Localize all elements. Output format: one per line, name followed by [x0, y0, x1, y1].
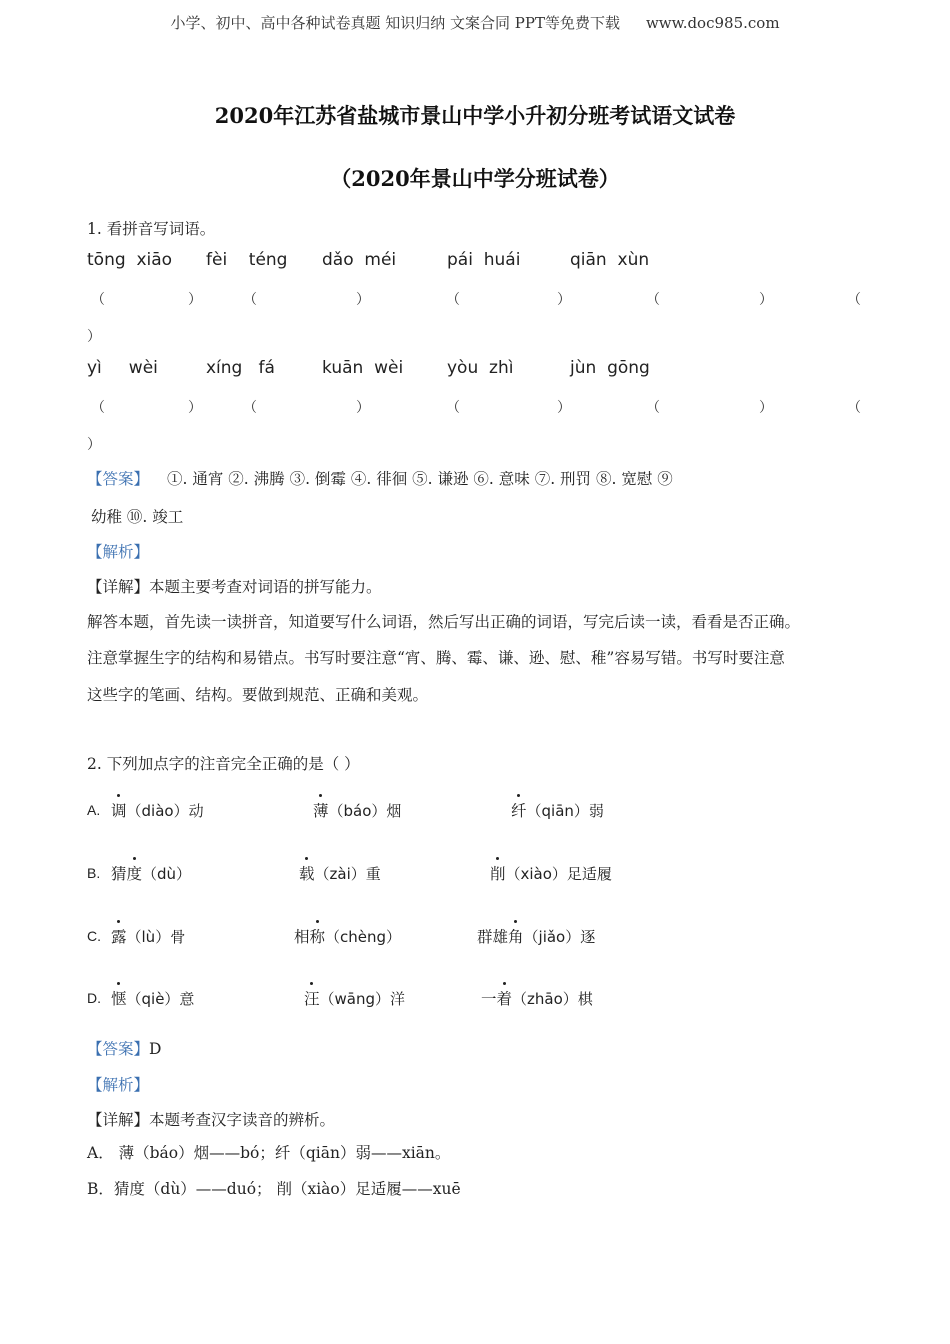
item-pinyin-suffix: （zài）重 — [314, 865, 381, 883]
blank-close-paren: ） — [87, 329, 101, 345]
item-pinyin-suffix: （qiān）弱 — [526, 802, 604, 820]
item-pinyin-suffix: （chèng） — [325, 928, 402, 946]
q1-detail-text: 本题主要考查对词语的拼写能力。 — [149, 578, 382, 596]
detail-tag: 【详解】 — [87, 1111, 150, 1129]
q1-para-1: 解答本题，首先读一读拼音，知道要写什么词语，然后写出正确的词语，写完后读一读，看看是否正确。 — [87, 613, 801, 631]
q2-option-item — [511, 799, 604, 821]
q1-pinyin: pái huái — [447, 250, 521, 270]
q1-answer-line-1: ①. 通宵 ②. 沸腾 ③. 倒霉 ④. 徘徊 ⑤. 谦逊 ⑥. 意味 ⑦. 刑罚 ⑧. 宽慰 ⑨ — [167, 470, 673, 488]
exam-subtitle: （2020年景山中学分班试卷） — [330, 166, 620, 191]
blank-open-paren: （ — [243, 400, 257, 416]
q2-option-item — [490, 862, 612, 884]
q2-answer-value: D — [149, 1040, 162, 1058]
q1-para-3: 这些字的笔画、结构。要做到规范、正确和美观。 — [87, 686, 429, 704]
q1-pinyin: yòu zhì — [447, 358, 514, 378]
q2-detail — [87, 1108, 335, 1130]
item-pinyin-suffix: （báo）烟 — [328, 802, 402, 820]
q2-analysis-line-a: A． 薄（báo）烟——bó；纤（qiān）弱——xiān。 — [87, 1144, 451, 1162]
item-pinyin-suffix: （zhāo）棋 — [512, 990, 593, 1008]
blank-open-paren: （ — [91, 292, 105, 308]
dotted-char: 调 — [111, 799, 127, 821]
blank-close-paren: ） — [188, 400, 202, 416]
q2-option-label: C. — [87, 928, 101, 944]
header-site-link[interactable]: www.doc985.com — [645, 14, 780, 32]
item-pinyin-suffix: （xiào）足适履 — [505, 865, 612, 883]
q2-stem: 2. 下列加点字的注音完全正确的是（ ） — [87, 755, 360, 773]
dotted-char: 角 — [508, 925, 524, 947]
blank-close-paren: ） — [759, 400, 773, 416]
item-pinyin-suffix: （dù） — [142, 865, 192, 883]
q1-pinyin: qiān xùn — [570, 250, 650, 270]
item-pinyin-suffix: （wāng）洋 — [319, 990, 406, 1008]
q2-option-item — [294, 925, 401, 947]
blank-close-paren: ） — [557, 292, 571, 308]
answer-tag: 【答案】 — [87, 1040, 150, 1058]
q1-pinyin: tōng xiāo — [87, 250, 173, 270]
q1-answer-line-2: 幼稚 ⑩. 竣工 — [91, 508, 184, 526]
q2-option-label: D. — [87, 990, 101, 1006]
dotted-char: 汪 — [304, 987, 320, 1009]
q2-option-item — [313, 799, 401, 821]
q2-option-item — [304, 987, 405, 1009]
q2-detail-text: 本题考查汉字读音的辨析。 — [149, 1111, 336, 1129]
q2-answer — [87, 1037, 161, 1059]
blank-open-paren: （ — [847, 292, 861, 308]
blank-close-paren: ） — [557, 400, 571, 416]
q1-detail — [87, 575, 382, 597]
blank-close-paren: ） — [356, 292, 370, 308]
q2-option-item — [299, 862, 381, 884]
exam-title: 2020年江苏省盐城市景山中学小升初分班考试语文试卷 — [214, 103, 736, 128]
detail-tag: 【详解】 — [87, 578, 150, 596]
dotted-char: 薄 — [313, 799, 329, 821]
q2-option-item — [477, 925, 595, 947]
blank-close-paren: ） — [759, 292, 773, 308]
q1-pinyin: xíng fá — [206, 358, 275, 378]
dotted-char: 削 — [490, 862, 506, 884]
blank-open-paren: （ — [91, 400, 105, 416]
blank-close-paren: ） — [356, 400, 370, 416]
dotted-char: 称 — [310, 925, 326, 947]
q2-analysis-line-b: B．猜度（dù）——duó； 削（xiào）足适履——xuē — [87, 1180, 461, 1198]
blank-open-paren: （ — [847, 400, 861, 416]
q2-option-label: B. — [87, 865, 101, 881]
dotted-char: 着 — [497, 987, 513, 1009]
q1-pinyin: yì wèi — [87, 358, 158, 378]
dotted-char: 纤 — [511, 799, 527, 821]
page-header — [0, 12, 950, 33]
q1-pinyin: kuān wèi — [322, 358, 404, 378]
q1-para-2: 注意掌握生字的结构和易错点。书写时要注意“宵、腾、霉、谦、逊、慰、稚”容易写错。书写时要注意 — [87, 649, 785, 667]
item-pinyin-suffix: （qiè）意 — [126, 990, 195, 1008]
q2-option-item — [111, 987, 194, 1009]
blank-open-paren: （ — [646, 400, 660, 416]
item-pinyin-suffix: （diào）动 — [126, 802, 204, 820]
dotted-char: 惬 — [111, 987, 127, 1009]
blank-close-paren: ） — [188, 292, 202, 308]
item-pinyin-suffix: （lù）骨 — [126, 928, 186, 946]
blank-open-paren: （ — [446, 400, 460, 416]
dotted-char: 载 — [299, 862, 315, 884]
blank-open-paren: （ — [243, 292, 257, 308]
item-prefix: 相 — [294, 928, 310, 946]
q2-option-label: A. — [87, 802, 101, 818]
q1-analysis-tag: 【解析】 — [87, 543, 150, 561]
q2-option-item — [481, 987, 593, 1009]
item-prefix: 一 — [481, 990, 497, 1008]
item-pinyin-suffix: （jiǎo）逐 — [523, 928, 596, 946]
blank-open-paren: （ — [446, 292, 460, 308]
q2-option-item — [111, 862, 191, 884]
q1-pinyin: dǎo méi — [322, 250, 397, 270]
q1-stem: 1. 看拼音写词语。 — [87, 220, 216, 238]
item-prefix: 猜 — [111, 865, 127, 883]
q1-pinyin: jùn gōng — [570, 358, 650, 378]
q2-option-item — [111, 799, 204, 821]
answer-tag: 【答案】 — [87, 470, 150, 488]
blank-open-paren: （ — [646, 292, 660, 308]
q1-pinyin: fèi téng — [206, 250, 288, 270]
q2-option-item — [111, 925, 185, 947]
q1-answer — [87, 467, 673, 489]
header-text: 小学、初中、高中各种试卷真题 知识归纳 文案合同 PPT等免费下载 — [170, 14, 620, 32]
q2-analysis-tag: 【解析】 — [87, 1076, 150, 1094]
item-prefix: 群雄 — [477, 928, 509, 946]
blank-close-paren: ） — [87, 437, 101, 453]
dotted-char: 度 — [127, 862, 143, 884]
dotted-char: 露 — [111, 925, 127, 947]
